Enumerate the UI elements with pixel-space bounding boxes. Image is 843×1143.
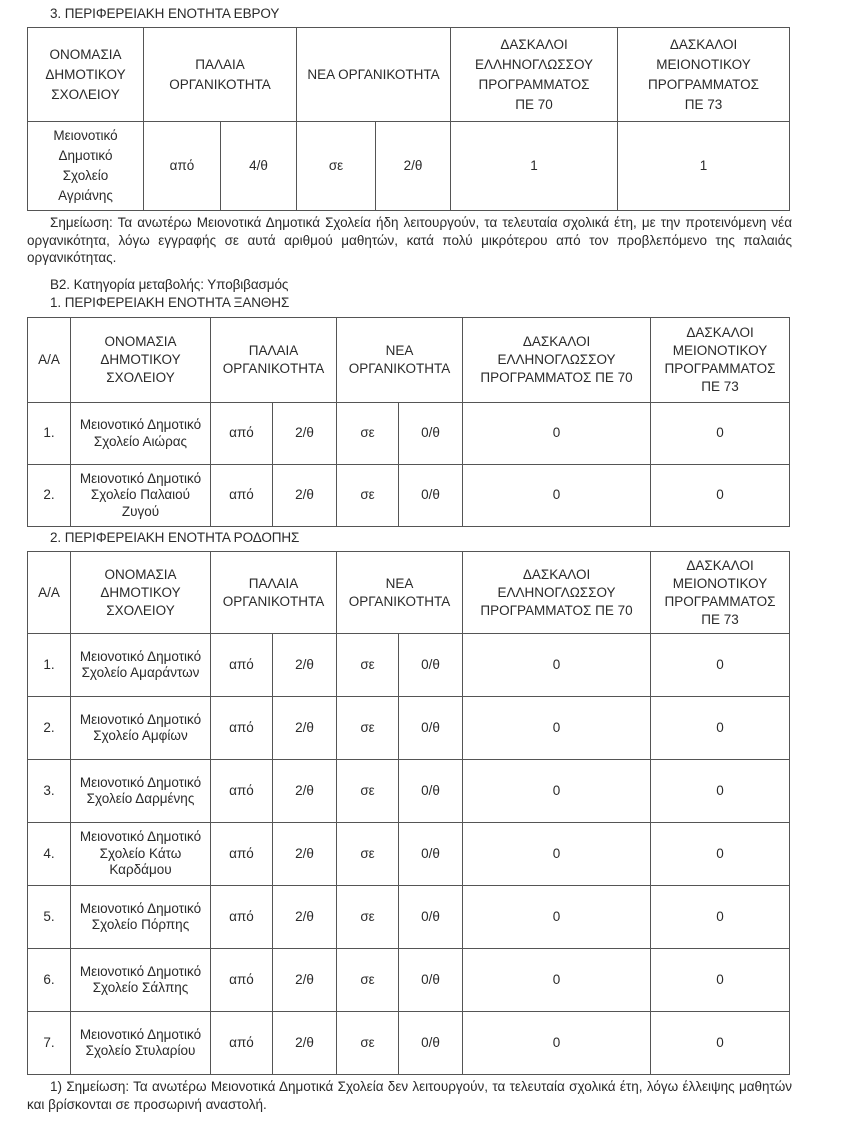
evros-table: [27, 27, 790, 211]
from-label: από: [211, 1012, 273, 1075]
header-school-name: ΟΝΟΜΑΣΙΑ ΔΗΜΟΤΙΚΟΥ ΣΧΟΛΕΙΟΥ: [71, 318, 211, 403]
row-number: 3.: [28, 760, 71, 823]
school-name: Μειονοτικό Δημοτικό Σχολείο Αμφίων: [71, 697, 211, 760]
header-new-organicity: ΝΕΑ ΟΡΓΑΝΙΚΟΤΗΤΑ: [337, 552, 463, 634]
school-name: Μειονοτικό Δημοτικό Σχολείο Αμαράντων: [71, 634, 211, 697]
to-label: σε: [337, 634, 399, 697]
school-name: Μειονοτικό Δημοτικό Σχολείο Παλαιού Ζυγού: [71, 465, 211, 527]
rodopi-table: [27, 551, 790, 1075]
pe73-count: 0: [651, 949, 790, 1012]
row-number: 1.: [28, 403, 71, 465]
table-row: [28, 122, 790, 211]
old-organicity: 2/θ: [273, 403, 337, 465]
table-row: [28, 403, 790, 465]
school-name: Μειονοτικό Δημοτικό Σχολείο Δαρμένης: [71, 760, 211, 823]
old-organicity: 2/θ: [273, 1012, 337, 1075]
row-number: 2.: [28, 465, 71, 527]
pe73-count: 0: [651, 823, 790, 886]
xanthi-table: [27, 317, 790, 527]
header-old-organicity: ΠΑΛΑΙΑ ΟΡΓΑΝΙΚΟΤΗΤΑ: [211, 552, 337, 634]
header-new-organicity: ΝΕΑ ΟΡΓΑΝΙΚΟΤΗΤΑ: [337, 318, 463, 403]
school-name: Μειονοτικό Δημοτικό Σχολείο Αιώρας: [71, 403, 211, 465]
row-number: 6.: [28, 949, 71, 1012]
category-heading: Β2. Κατηγορία μεταβολής: Υποβιβασμός: [50, 277, 289, 292]
from-label: από: [211, 697, 273, 760]
header-school-name: ΟΝΟΜΑΣΙΑ ΔΗΜΟΤΙΚΟΥ ΣΧΟΛΕΙΟΥ: [71, 552, 211, 634]
evros-note: [27, 214, 792, 267]
from-label: από: [144, 122, 221, 211]
old-organicity: 4/θ: [221, 122, 297, 211]
pe73-count: 0: [651, 760, 790, 823]
new-organicity: 0/θ: [399, 697, 463, 760]
school-name: Μειονοτικό Δημοτικό Σχολείο Στυλαρίου: [71, 1012, 211, 1075]
pe70-count: 0: [463, 697, 651, 760]
new-organicity: 0/θ: [399, 634, 463, 697]
to-label: σε: [337, 760, 399, 823]
new-organicity: 0/θ: [399, 403, 463, 465]
old-organicity: 2/θ: [273, 886, 337, 949]
pe70-count: 0: [463, 1012, 651, 1075]
new-organicity: 0/θ: [399, 949, 463, 1012]
to-label: σε: [337, 465, 399, 527]
new-organicity: 0/θ: [399, 465, 463, 527]
header-aa: Α/Α: [28, 552, 71, 634]
header-pe73: ΔΑΣΚΑΛΟΙ ΜΕΙΟΝΟΤΙΚΟΥ ΠΡΟΓΡΑΜΜΑΤΟΣ ΠΕ 73: [651, 318, 790, 403]
pe70-count: 0: [463, 634, 651, 697]
to-label: σε: [337, 403, 399, 465]
new-organicity: 2/θ: [376, 122, 451, 211]
to-label: σε: [337, 949, 399, 1012]
row-number: 1.: [28, 634, 71, 697]
table-row: [28, 760, 790, 823]
pe70-count: 0: [463, 823, 651, 886]
table-row: [28, 886, 790, 949]
pe70-count: 0: [463, 403, 651, 465]
old-organicity: 2/θ: [273, 465, 337, 527]
pe70-count: 0: [463, 886, 651, 949]
table-row: [28, 634, 790, 697]
from-label: από: [211, 760, 273, 823]
table-row: [28, 465, 790, 527]
from-label: από: [211, 823, 273, 886]
pe73-count: 1: [618, 122, 790, 211]
new-organicity: 0/θ: [399, 1012, 463, 1075]
to-label: σε: [337, 823, 399, 886]
table-row: [28, 949, 790, 1012]
header-pe73: ΔΑΣΚΑΛΟΙ ΜΕΙΟΝΟΤΙΚΟΥ ΠΡΟΓΡΑΜΜΑΤΟΣ ΠΕ 73: [618, 28, 790, 122]
to-label: σε: [337, 697, 399, 760]
table-row: [28, 823, 790, 886]
to-label: σε: [337, 1012, 399, 1075]
pe70-count: 0: [463, 760, 651, 823]
old-organicity: 2/θ: [273, 823, 337, 886]
evros-heading: 3. ΠΕΡΙΦΕΡΕΙΑΚΗ ΕΝΟΤΗΤΑ ΕΒΡΟΥ: [50, 6, 280, 21]
to-label: σε: [297, 122, 376, 211]
table-row: [28, 697, 790, 760]
row-number: 7.: [28, 1012, 71, 1075]
from-label: από: [211, 465, 273, 527]
header-pe70: ΔΑΣΚΑΛΟΙ ΕΛΛΗΝΟΓΛΩΣΣΟΥ ΠΡΟΓΡΑΜΜΑΤΟΣ ΠΕ 70: [451, 28, 618, 122]
pe70-count: 0: [463, 949, 651, 1012]
new-organicity: 0/θ: [399, 823, 463, 886]
header-aa: Α/Α: [28, 318, 71, 403]
rodopi-heading: 2. ΠΕΡΙΦΕΡΕΙΑΚΗ ΕΝΟΤΗΤΑ ΡΟΔΟΠΗΣ: [50, 530, 300, 545]
pe73-count: 0: [651, 1012, 790, 1075]
header-old-organicity: ΠΑΛΑΙΑ ΟΡΓΑΝΙΚΟΤΗΤΑ: [144, 28, 297, 122]
pe70-count: 0: [463, 465, 651, 527]
new-organicity: 0/θ: [399, 886, 463, 949]
old-organicity: 2/θ: [273, 634, 337, 697]
row-number: 2.: [28, 697, 71, 760]
school-name: Μειονοτικό Δημοτικό Σχολείο Κάτω Καρδάμου: [71, 823, 211, 886]
pe70-count: 1: [451, 122, 618, 211]
school-name: Μειονοτικό Δημοτικό Σχολείο Αγριάνης: [28, 122, 144, 211]
from-label: από: [211, 634, 273, 697]
row-number: 4.: [28, 823, 71, 886]
table-row: [28, 1012, 790, 1075]
old-organicity: 2/θ: [273, 697, 337, 760]
from-label: από: [211, 949, 273, 1012]
header-pe70: ΔΑΣΚΑΛΟΙ ΕΛΛΗΝΟΓΛΩΣΣΟΥ ΠΡΟΓΡΑΜΜΑΤΟΣ ΠΕ 70: [463, 552, 651, 634]
to-label: σε: [337, 886, 399, 949]
evros-note-text: Σημείωση: Τα ανωτέρω Μειονοτικά Δημοτικά Σχολεία ήδη λειτουργούν, τα τελευταία σχολικά έτη, με την προτεινόμενη νέα οργανικότητα, λόγω εγγραφής σε αυτά αριθμού μαθητών, κατά πολύ μικρότερου από τον προβλεπόμενο της παλαιάς οργανικότητας.: [27, 215, 792, 265]
header-old-organicity: ΠΑΛΑΙΑ ΟΡΓΑΝΙΚΟΤΗΤΑ: [211, 318, 337, 403]
header-school-name: ΟΝΟΜΑΣΙΑ ΔΗΜΟΤΙΚΟΥ ΣΧΟΛΕΙΟΥ: [28, 28, 144, 122]
school-name: Μειονοτικό Δημοτικό Σχολείο Πόρπης: [71, 886, 211, 949]
from-label: από: [211, 886, 273, 949]
pe73-count: 0: [651, 697, 790, 760]
xanthi-heading: 1. ΠΕΡΙΦΕΡΕΙΑΚΗ ΕΝΟΤΗΤΑ ΞΑΝΘΗΣ: [50, 295, 290, 310]
pe73-count: 0: [651, 465, 790, 527]
old-organicity: 2/θ: [273, 760, 337, 823]
old-organicity: 2/θ: [273, 949, 337, 1012]
from-label: από: [211, 403, 273, 465]
pe73-count: 0: [651, 403, 790, 465]
row-number: 5.: [28, 886, 71, 949]
final-note: [27, 1078, 792, 1113]
new-organicity: 0/θ: [399, 760, 463, 823]
header-pe73: ΔΑΣΚΑΛΟΙ ΜΕΙΟΝΟΤΙΚΟΥ ΠΡΟΓΡΑΜΜΑΤΟΣ ΠΕ 73: [651, 552, 790, 634]
school-name: Μειονοτικό Δημοτικό Σχολείο Σάλπης: [71, 949, 211, 1012]
header-new-organicity: ΝΕΑ ΟΡΓΑΝΙΚΟΤΗΤΑ: [297, 28, 451, 122]
pe73-count: 0: [651, 886, 790, 949]
final-note-text: 1) Σημείωση: Τα ανωτέρω Μειονοτικά Δημοτικά Σχολεία δεν λειτουργούν, τα τελευταία σχολικά έτη, λόγω έλλειψης μαθητών και βρίσκονται σε προσωρινή αναστολή.: [27, 1079, 792, 1112]
header-pe70: ΔΑΣΚΑΛΟΙ ΕΛΛΗΝΟΓΛΩΣΣΟΥ ΠΡΟΓΡΑΜΜΑΤΟΣ ΠΕ 70: [463, 318, 651, 403]
pe73-count: 0: [651, 634, 790, 697]
